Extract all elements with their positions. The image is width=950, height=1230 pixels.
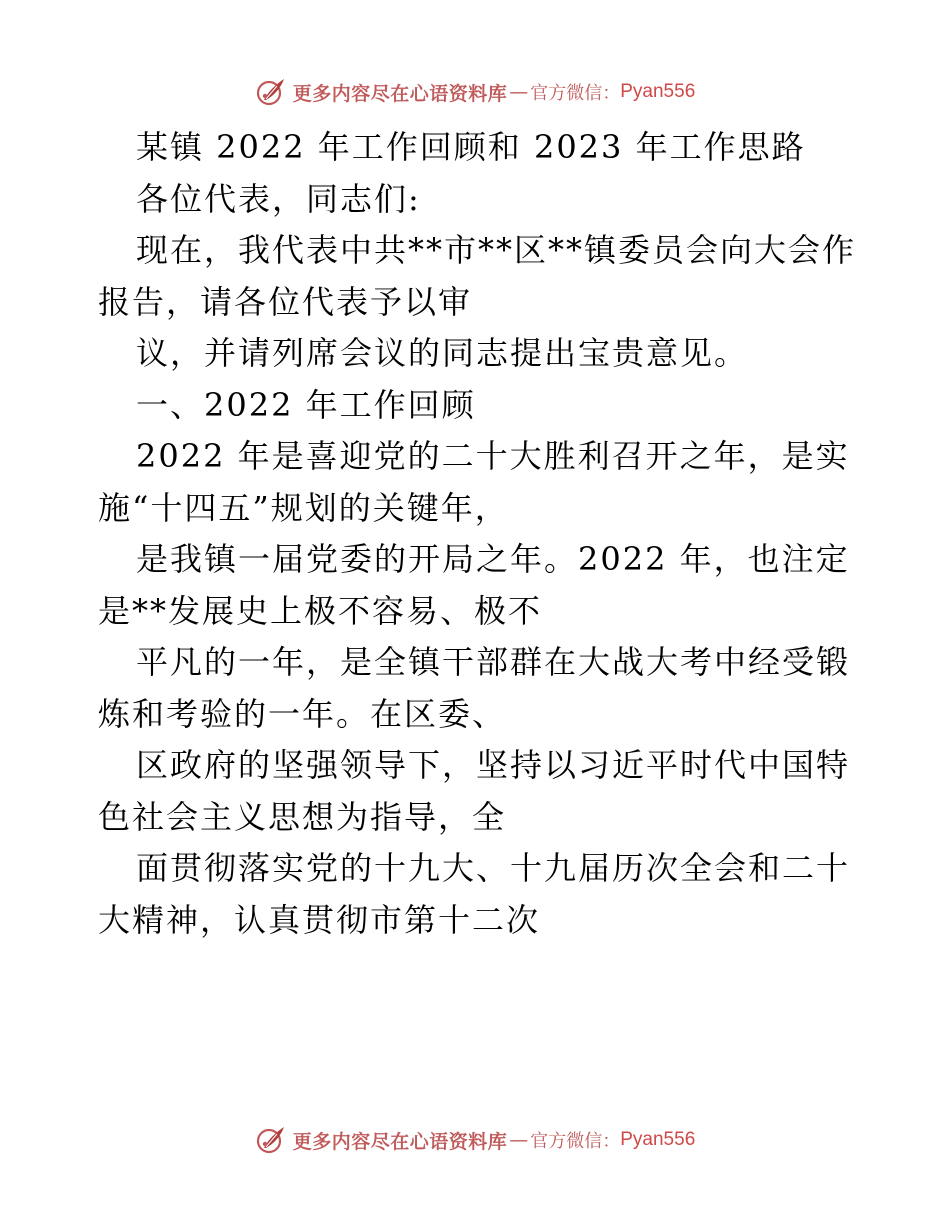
footer-wechat-id: Pyan556 [620, 1129, 696, 1150]
footer-wechat-label: 官方微信： [530, 1131, 621, 1152]
document-title: 某镇 2022 年工作回顾和 2023 年工作思路 [136, 128, 806, 166]
footer-banner [0, 1120, 950, 1160]
text-line: 议，并请列席会议的同志提出宝贵意见。 [136, 334, 749, 372]
text-line: 色社会主义思想为指导，全 [98, 797, 507, 836]
text-line: 报告，请各位代表予以审 [98, 282, 473, 321]
section-heading: 一、2022 年工作回顾 [136, 385, 476, 424]
header-separator: — [509, 81, 529, 103]
text-line: 是我镇一届党委的开局之年。2022 年，也注定 [136, 540, 850, 578]
text-line: 面贯彻落实党的十九大、十九届历次全会和二十 [136, 849, 851, 887]
header-wechat-label: 官方微信： [530, 83, 621, 104]
header-promo-text: 更多内容尽在心语资料库 [292, 82, 508, 105]
footer-separator: — [509, 1129, 529, 1151]
header-wechat-id: Pyan556 [620, 81, 696, 102]
text-line: 区政府的坚强领导下，坚持以习近平时代中国特 [136, 746, 851, 784]
document-body [98, 122, 858, 946]
header-banner [0, 72, 950, 112]
text-line: 大精神，认真贯彻市第十二次 [98, 900, 541, 939]
text-line: 施“十四五”规划的关键年， [98, 488, 509, 527]
text-line: 平凡的一年，是全镇干部群在大战大考中经受锻 [136, 643, 851, 681]
text-line: 炼和考验的一年。在区委、 [98, 694, 507, 733]
text-line: 是**发展史上极不容易、极不 [98, 591, 543, 630]
text-line: 现在，我代表中共**市**区**镇委员会向大会作 [136, 231, 857, 269]
feather-pen-logo-icon [255, 1124, 287, 1156]
salutation-line: 各位代表，同志们: [136, 179, 421, 218]
footer-promo-text: 更多内容尽在心语资料库 [292, 1130, 508, 1153]
text-line: 2022 年是喜迎党的二十大胜利召开之年，是实 [136, 437, 850, 475]
feather-pen-logo-icon [255, 76, 287, 108]
